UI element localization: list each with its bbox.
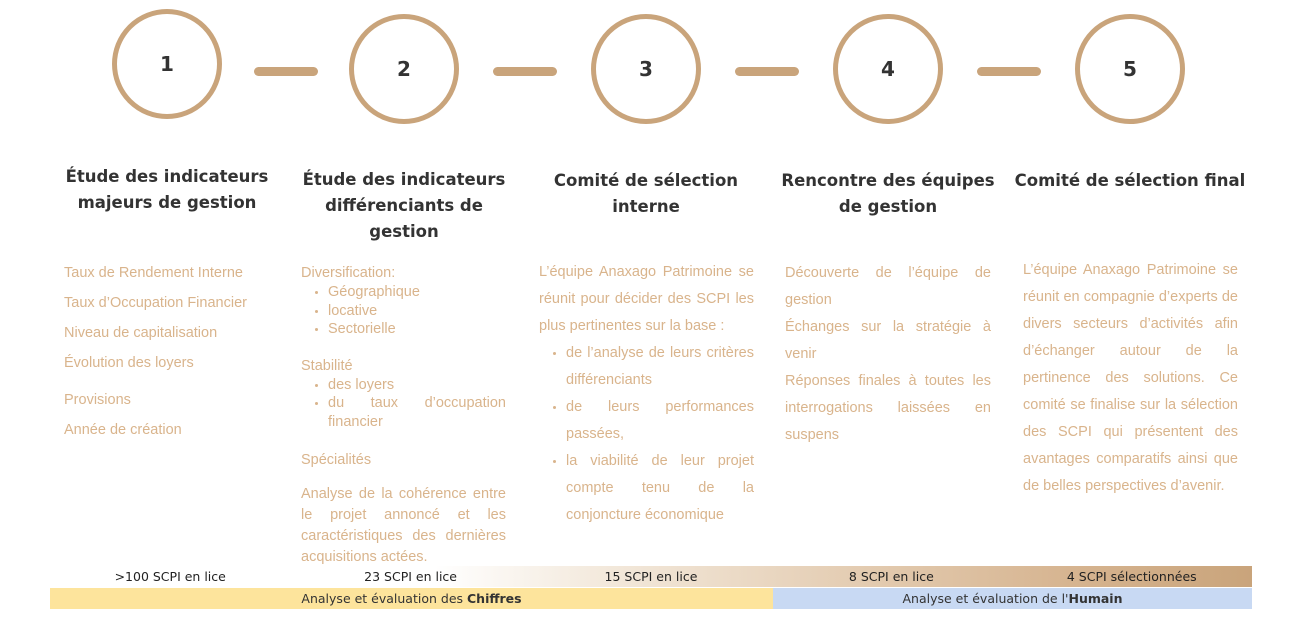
criterion: Année de création xyxy=(64,422,182,438)
stabilite-list xyxy=(301,376,506,432)
funnel-count: >100 SCPI en lice xyxy=(114,569,226,584)
band-humain-bold: Humain xyxy=(1068,591,1123,606)
connector-3-4 xyxy=(735,67,799,76)
band-humain-prefix: Analyse et évaluation de l' xyxy=(902,591,1069,606)
funnel-count: 23 SCPI en lice xyxy=(364,569,457,584)
step-5-description xyxy=(1023,257,1238,500)
band-chiffres-bold: Chiffres xyxy=(467,591,522,606)
meeting-item: Réponses finales à toutes les interrogations laissées en suspens xyxy=(785,373,991,443)
basis-list xyxy=(539,340,754,529)
connector-4-5 xyxy=(977,67,1041,76)
step-4-circle: 4 xyxy=(833,14,943,124)
meeting-item: Échanges sur la stratégie à venir xyxy=(785,319,991,362)
list-item: • Géographique xyxy=(328,283,506,302)
step-4-description xyxy=(785,260,991,449)
step-3-title: Comité de sélection interne xyxy=(553,171,739,216)
band-chiffres-prefix: Analyse et évaluation des xyxy=(301,591,467,606)
step-1-circle: 1 xyxy=(112,9,222,119)
analyse-text: Analyse de la cohérence entre le projet annoncé et les caractéristiques des dernières acquisitions actées. xyxy=(301,486,506,565)
funnel-count: 8 SCPI en lice xyxy=(848,569,934,584)
final-committee-text: L’équipe Anaxago Patrimoine se réunit en compagnie d’experts de divers secteurs d’activités afin d’échanger autour de la pertinence des solutions. Ce comité se finalise sur la sélection des SCPI qui présentent des avantages comparatifs ainsi que de belles perspectives d’avenir. xyxy=(1023,262,1238,494)
step-4-title: Rencontre des équipes de gestion xyxy=(781,171,995,216)
criterion: Niveau de capitalisation xyxy=(64,325,218,341)
meeting-item: Découverte de l’équipe de gestion xyxy=(785,265,991,308)
list-item: • de l’analyse de leurs critères différenciants xyxy=(566,340,754,394)
list-item: • Sectorielle xyxy=(328,320,506,339)
connector-1-2 xyxy=(254,67,318,76)
stabilite-heading: Stabilité xyxy=(301,357,353,374)
step-2-circle: 2 xyxy=(349,14,459,124)
connector-2-3 xyxy=(493,67,557,76)
scpi-funnel-bar xyxy=(50,566,1252,587)
diversification-list xyxy=(301,283,506,339)
criterion: Taux d’Occupation Financier xyxy=(64,295,247,311)
step-2-title: Étude des indicateurs différenciants de gestion xyxy=(302,170,506,241)
list-item: • des loyers xyxy=(328,376,506,395)
step-1-title: Étude des indicateurs majeurs de gestion xyxy=(65,167,269,212)
list-item: • la viabilité de leur projet compte tenu de la conjoncture économique xyxy=(566,448,754,529)
list-item: • de leurs performances passées, xyxy=(566,394,754,448)
step-2-criteria xyxy=(301,264,506,568)
list-item: • du taux d’occupation financier xyxy=(328,394,506,431)
step-5-title: Comité de sélection final xyxy=(1014,171,1246,190)
band-chiffres xyxy=(50,588,773,609)
criterion: Taux de Rendement Interne xyxy=(64,265,243,281)
diversification-heading: Diversification: xyxy=(301,265,396,281)
step-1-criteria xyxy=(64,258,279,445)
criterion: Provisions xyxy=(64,392,131,408)
funnel-count: 4 SCPI sélectionnées xyxy=(1066,569,1197,584)
specialites-heading: Spécialités xyxy=(301,452,372,468)
criterion: Évolution des loyers xyxy=(64,355,194,371)
step-5-circle: 5 xyxy=(1075,14,1185,124)
intro-text: L’équipe Anaxago Patrimoine se réunit pour décider des SCPI les plus pertinentes sur la base : xyxy=(539,264,754,334)
step-3-circle: 3 xyxy=(591,14,701,124)
funnel-count: 15 SCPI en lice xyxy=(604,569,698,584)
band-humain xyxy=(773,588,1252,609)
step-3-description xyxy=(539,259,754,529)
list-item: • locative xyxy=(328,302,506,321)
